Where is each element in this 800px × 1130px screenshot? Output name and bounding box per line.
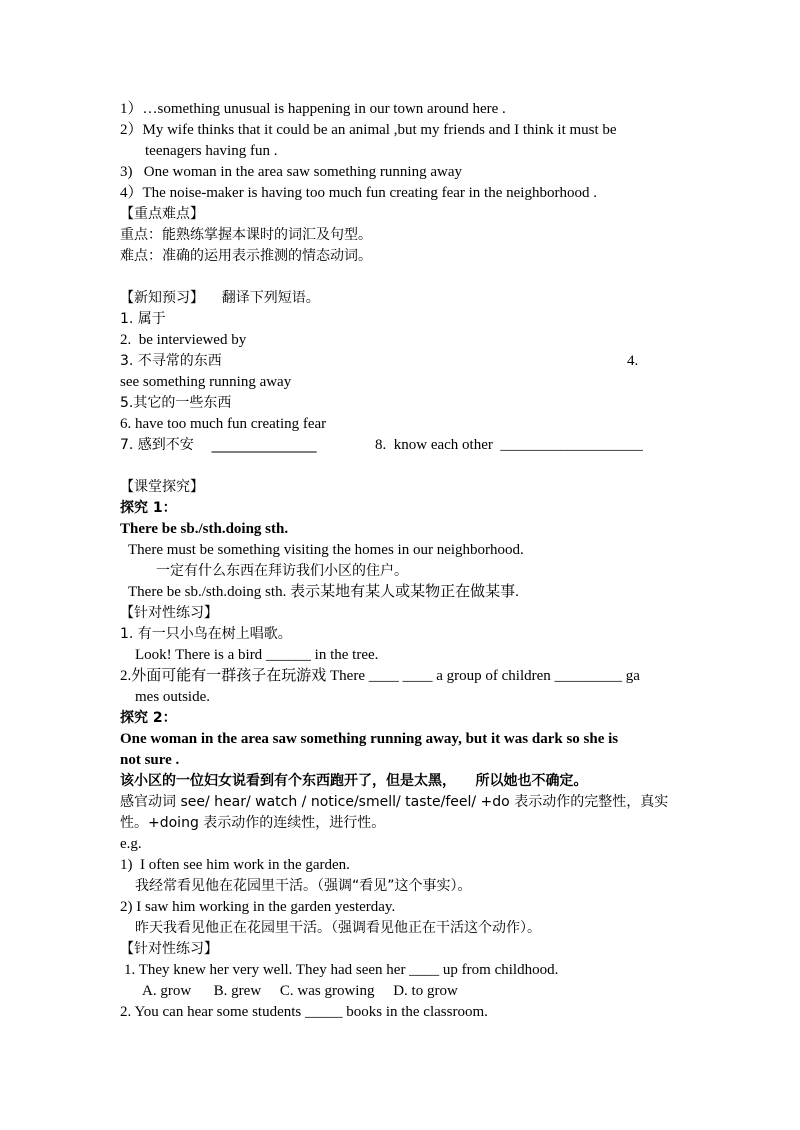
text-line: 探究 2： (120, 710, 177, 726)
text-line: 7. 感到不安 _______________ (120, 437, 317, 453)
text-line: 难点：准确的运用表示推测的情态动词。 (120, 248, 372, 264)
text-line: 2. You can hear some students _____ books in the classroom. (120, 1004, 488, 1020)
text-line: 8. know each other ___________________ (375, 437, 643, 453)
text-line: 昨天我看见他正在花园里干活。（强调看见他正在干活这个动作）。 (135, 920, 541, 936)
text-line: 4. (627, 353, 639, 369)
text-line: see something running away (120, 374, 292, 390)
text-line: 该小区的一位妇女说看到有个东西跑开了，但是太黑， 所以她也不确定。 (120, 773, 588, 789)
text-line: 一定有什么东西在拜访我们小区的住户。 (156, 563, 408, 579)
text-line: teenagers having fun . (145, 143, 278, 159)
text-line: 1) I often see him work in the garden. (120, 857, 350, 873)
text-line: 4）The noise-maker is having too much fun creating fear in the neighborhood . (120, 185, 597, 201)
text-line: 1）…something unusual is happening in our town around here . (120, 101, 506, 117)
text-line: 【重点难点】 (120, 206, 204, 222)
text-line: 【课堂探究】 (120, 479, 204, 495)
text-line: Look! There is a bird ______ in the tree. (135, 647, 379, 663)
text-line: 1. 有一只小鸟在树上唱歌。 (120, 626, 292, 642)
text-line: 重点：能熟练掌握本课时的词汇及句型。 (120, 227, 372, 243)
text-line: 5.其它的一些东西 (120, 395, 232, 411)
text-line: not sure . (120, 752, 180, 768)
text-line: e.g. (120, 836, 142, 852)
text-line: 2）My wife thinks that it could be an animal ,but my friends and I think it must be (120, 122, 617, 138)
text-line: 感官动词 see/ hear/ watch / notice/smell/ taste/feel/ +do 表示动作的完整性，真实 (120, 794, 669, 810)
text-line: 3) One woman in the area saw something running away (120, 164, 462, 180)
text-line: 3. 不寻常的东西 (120, 353, 222, 369)
text-line: 2) I saw him working in the garden yesterday. (120, 899, 396, 915)
text-line: 【针对性练习】 (120, 605, 218, 621)
text-line: 【针对性练习】 (120, 941, 218, 957)
text-line: 2. be interviewed by (120, 332, 247, 348)
text-line: 6. have too much fun creating fear (120, 416, 327, 432)
text-line: 性。+doing 表示动作的连续性，进行性。 (120, 815, 386, 831)
text-line: 2.外面可能有一群孩子在玩游戏 There ____ ____ a group of children _________ ga (120, 668, 640, 684)
text-line: 我经常看见他在花园里干活。（强调“看见”这个事实）。 (135, 878, 472, 894)
text-line: There be sb./sth.doing sth. (120, 521, 289, 537)
text-line: One woman in the area saw something running away, but it was dark so she is (120, 731, 619, 747)
text-line: 1. They knew her very well. They had seen her ____ up from childhood. (124, 962, 559, 978)
text-line: There be sb./sth.doing sth. 表示某地有某人或某物正在做某事. (128, 584, 519, 600)
text-line: There must be something visiting the homes in our neighborhood. (128, 542, 524, 558)
text-line: 1. 属于 (120, 311, 166, 327)
text-line: A. grow B. grew C. was growing D. to grow (142, 983, 458, 999)
text-line: 探究 1： (120, 500, 177, 516)
text-line: mes outside. (135, 689, 210, 705)
text-line: 【新知预习】 翻译下列短语。 (120, 290, 320, 306)
